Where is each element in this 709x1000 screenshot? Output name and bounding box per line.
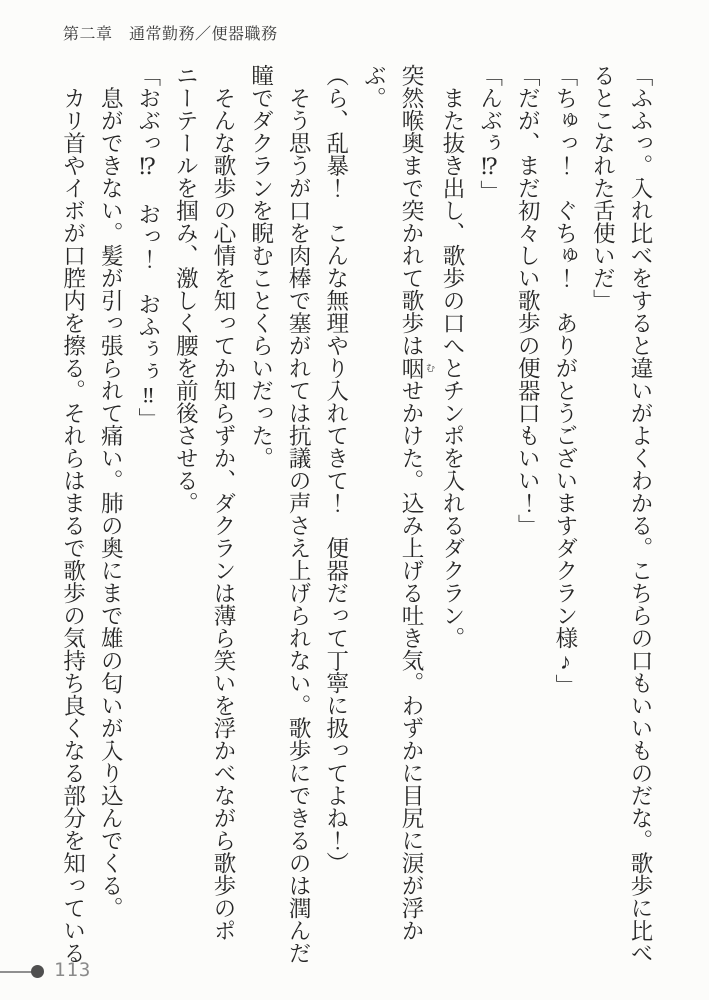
paragraph-dialogue: 「んぶぅ⁉」 <box>477 64 503 203</box>
paragraph-dialogue: 「ちゅっ！ ぐちゅ！ ありがとうございますダクラン様♪」 <box>552 64 578 697</box>
ruby-furigana: む <box>423 356 434 379</box>
ruby-annotation <box>398 356 434 380</box>
running-head-chapter-title: 第二章 通常勤務／便器職務 <box>63 26 278 43</box>
page-number: 113 <box>54 959 92 981</box>
paragraph-dialogue: 「おぶっ⁉ おっ！ おふぅぅ‼」 <box>135 64 161 430</box>
folio-dot-marker <box>31 965 44 978</box>
paragraph-dialogue: 「だが、まだ初々しい歌歩の便器口もいい！」 <box>515 64 541 537</box>
ruby-post-text: せかけた。込み上げる吐き気。わずかに目尻に涙が浮かぶ。 <box>361 64 424 942</box>
paragraph-narration-with-ruby <box>355 64 434 970</box>
paragraph-dialogue: 「ふふっ。入れ比べをすると違いがよくわかる。こちらの口もいいものだな。歌歩に比べるとこなれた舌使いだ」 <box>590 64 653 964</box>
paragraph-narration: そう思うが口を肉棒で塞がれては抗議の声さえ上げられない。歌歩にできるのは潤んだ瞳でダクランを睨むことくらいだった。 <box>248 64 312 964</box>
folio-rule <box>0 971 34 973</box>
ruby-pre-text: 突然喉奥まで突かれて歌歩は <box>398 64 424 357</box>
paragraph-narration: 息ができない。髪が引っ張られて痛い。肺の奥にまで雄の匂いが入り込んでくる。 <box>98 64 124 919</box>
paragraph-narration: また抜き出し、歌歩の口へとチンポを入れるダクラン。 <box>440 64 466 649</box>
paragraph-inner-monologue: （ら、乱暴！ こんな無理やり入れてきて！ 便器だって丁寧に扱ってよね！） <box>323 64 349 874</box>
ruby-base: 咽 <box>398 356 424 379</box>
paragraph-narration: カリ首やイボが口腔内を擦る。それらはまるで歌歩の気持ち良くなる部分を知っている <box>60 64 86 964</box>
paragraph-narration: そんな歌歩の心情を知ってか知らずか、ダクランは薄ら笑いを浮かべながら歌歩のポニーテールを掴み、激しく腰を前後させる。 <box>173 64 236 942</box>
page-body-vertical-text <box>51 64 659 970</box>
